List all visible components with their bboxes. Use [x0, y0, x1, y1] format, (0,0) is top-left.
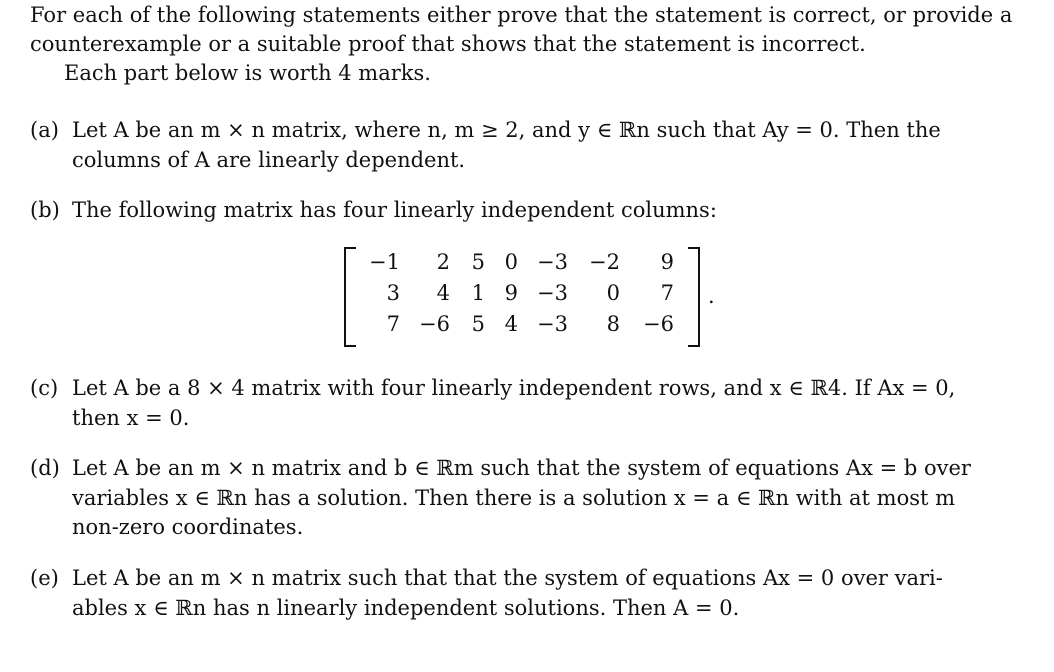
- part-b-label: (b): [30, 198, 60, 222]
- matrix-cell: 5: [471, 312, 485, 336]
- matrix-cell: 8: [606, 312, 620, 336]
- matrix-cell: 3: [386, 281, 400, 305]
- matrix-period: .: [708, 284, 715, 308]
- matrix: [344, 247, 700, 347]
- matrix-cell: 1: [471, 281, 485, 305]
- matrix-cell: 4: [436, 281, 450, 305]
- matrix-cell: −6: [643, 312, 674, 336]
- matrix-cell: 9: [660, 250, 674, 274]
- part-a-line-1: Let A be an m × n matrix, where n, m ≥ 2, and y ∈ ℝn such that Ay = 0. Then the: [72, 118, 941, 142]
- matrix-cell: 2: [436, 250, 450, 274]
- part-e-line-2: ables x ∈ ℝn has n linearly independent solutions. Then A = 0.: [72, 596, 740, 620]
- matrix-cell: −3: [537, 281, 568, 305]
- matrix-cell: −1: [369, 250, 400, 274]
- matrix-cell: 9: [504, 281, 518, 305]
- part-e-label: (e): [30, 566, 59, 590]
- intro-line-1: For each of the following statements either prove that the statement is correct, or provide a: [30, 3, 1013, 27]
- part-c-line-2: then x = 0.: [72, 406, 190, 430]
- matrix-cell: −3: [537, 312, 568, 336]
- matrix-cell: 7: [660, 281, 674, 305]
- matrix-cell: −6: [419, 312, 450, 336]
- matrix-cell: 5: [471, 250, 485, 274]
- matrix-left-bracket: [344, 247, 356, 347]
- part-b-line-1: The following matrix has four linearly independent columns:: [72, 198, 717, 222]
- matrix-cell: 7: [386, 312, 400, 336]
- matrix-cell: 0: [504, 250, 518, 274]
- matrix-cell: 4: [504, 312, 518, 336]
- matrix-cell: −3: [537, 250, 568, 274]
- part-a-label: (a): [30, 118, 59, 142]
- part-e-line-1: Let A be an m × n matrix such that that the system of equations Ax = 0 over vari-: [72, 566, 943, 590]
- intro-line-2: counterexample or a suitable proof that shows that the statement is incorrect.: [30, 32, 866, 56]
- part-a-line-2: columns of A are linearly dependent.: [72, 148, 466, 172]
- intro-line-3: Each part below is worth 4 marks.: [64, 61, 431, 85]
- part-d-line-1: Let A be an m × n matrix and b ∈ ℝm such that the system of equations Ax = b over: [72, 456, 971, 480]
- part-d-label: (d): [30, 456, 60, 480]
- part-c-line-1: Let A be a 8 × 4 matrix with four linearly independent rows, and x ∈ ℝ4. If Ax = 0,: [72, 376, 956, 400]
- matrix-right-bracket: [688, 247, 700, 347]
- part-d-line-2: variables x ∈ ℝn has a solution. Then there is a solution x = a ∈ ℝn with at most m: [72, 486, 956, 510]
- matrix-cell: −2: [589, 250, 620, 274]
- part-d-line-3: non-zero coordinates.: [72, 515, 304, 539]
- matrix-cell: 0: [606, 281, 620, 305]
- part-c-label: (c): [30, 376, 59, 400]
